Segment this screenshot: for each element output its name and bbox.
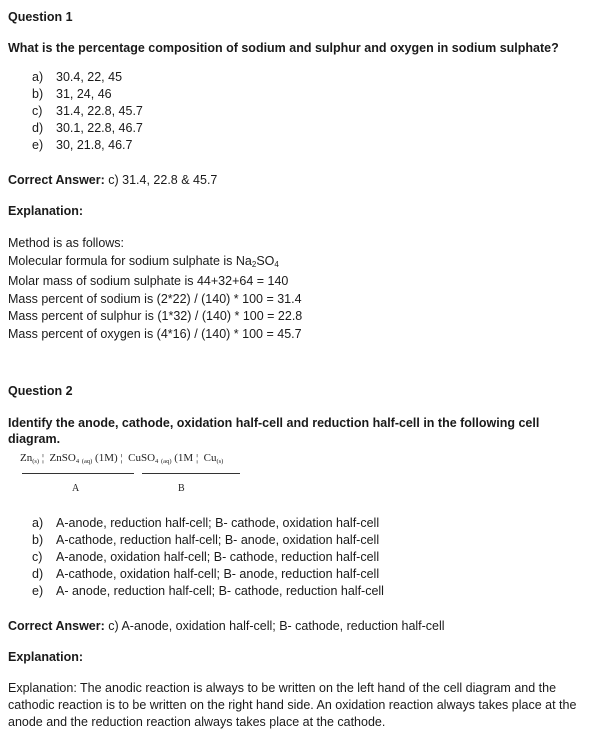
method-sulphur: Mass percent of sulphur is (1*32) / (140) * 100 = 22.8 <box>8 309 303 323</box>
option-c: c) A-anode, oxidation half-cell; B- cathode, reduction half-cell <box>32 550 380 564</box>
method-sodium: Mass percent of sodium is (2*22) / (140) * 100 = 31.4 <box>8 291 302 306</box>
question-2-explanation-text: Explanation: The anodic reaction is always to be written on the left hand of the cell diagram and the cathodic reaction is to be written on the right hand side. An oxidation reaction always takes place at the anode and the reduction reaction always takes place at the cathode. <box>8 681 577 729</box>
method-molar-mass: Molar mass of sodium sulphate is 44+32+64 = 140 <box>8 274 289 288</box>
method-formula: Molecular formula for sodium sulphate is Na2SO4 <box>8 253 279 269</box>
cell-diagram: $Zn_{(s)}$ ¦ ZnSO$_4$ $_{(aq)}$ (1M) ¦ CuSO$_4$ $_{(aq)}$ (1M ¦ $Cu_{(s)}$ <box>20 452 224 465</box>
method-oxygen: Mass percent of oxygen is (4*16) / (140) * 100 = 45.7 <box>8 326 302 341</box>
question-1-title: Question 1 <box>8 10 73 24</box>
question-2-options <box>32 515 384 600</box>
half-cell-b-underline <box>142 473 240 474</box>
question-2-explanation-title: Explanation: <box>8 650 84 664</box>
option-e: e) 30, 21.8, 46.7 <box>32 138 133 152</box>
question-2-title: Question 2 <box>8 384 73 398</box>
question-1-explanation-title: Explanation: <box>8 204 84 218</box>
question-2-answer: Correct Answer: c) A-anode, oxidation half-cell; B- cathode, reduction half-cell <box>8 619 445 633</box>
question-2-text: Identify the anode, cathode, oxidation half-cell and reduction half-cell in the following cell diagram. <box>8 416 540 446</box>
half-cell-a-label: A <box>72 483 80 494</box>
option-e: e) A- anode, reduction half-cell; B- cathode, reduction half-cell <box>32 584 384 598</box>
option-b: b) A-cathode, reduction half-cell; B- anode, oxidation half-cell <box>32 533 380 547</box>
question-1-method <box>8 235 302 343</box>
question-1-answer: Correct Answer: c) 31.4, 22.8 & 45.7 <box>8 173 218 187</box>
option-d: d) 30.1, 22.8, 46.7 <box>32 121 143 135</box>
option-a: a) A-anode, reduction half-cell; B- cathode, oxidation half-cell <box>32 516 380 530</box>
half-cell-b-label: B <box>178 483 185 494</box>
half-cell-a-underline <box>22 473 134 474</box>
method-intro: Method is as follows: <box>8 236 125 250</box>
option-b: b) 31, 24, 46 <box>32 87 112 101</box>
option-a: a) 30.4, 22, 45 <box>32 70 123 84</box>
option-c: c) 31.4, 22.8, 45.7 <box>32 104 143 118</box>
question-1-options <box>32 69 143 154</box>
question-1-text: What is the percentage composition of sodium and sulphur and oxygen in sodium sulphate? <box>8 41 559 55</box>
option-d: d) A-cathode, oxidation half-cell; B- anode, reduction half-cell <box>32 567 380 581</box>
